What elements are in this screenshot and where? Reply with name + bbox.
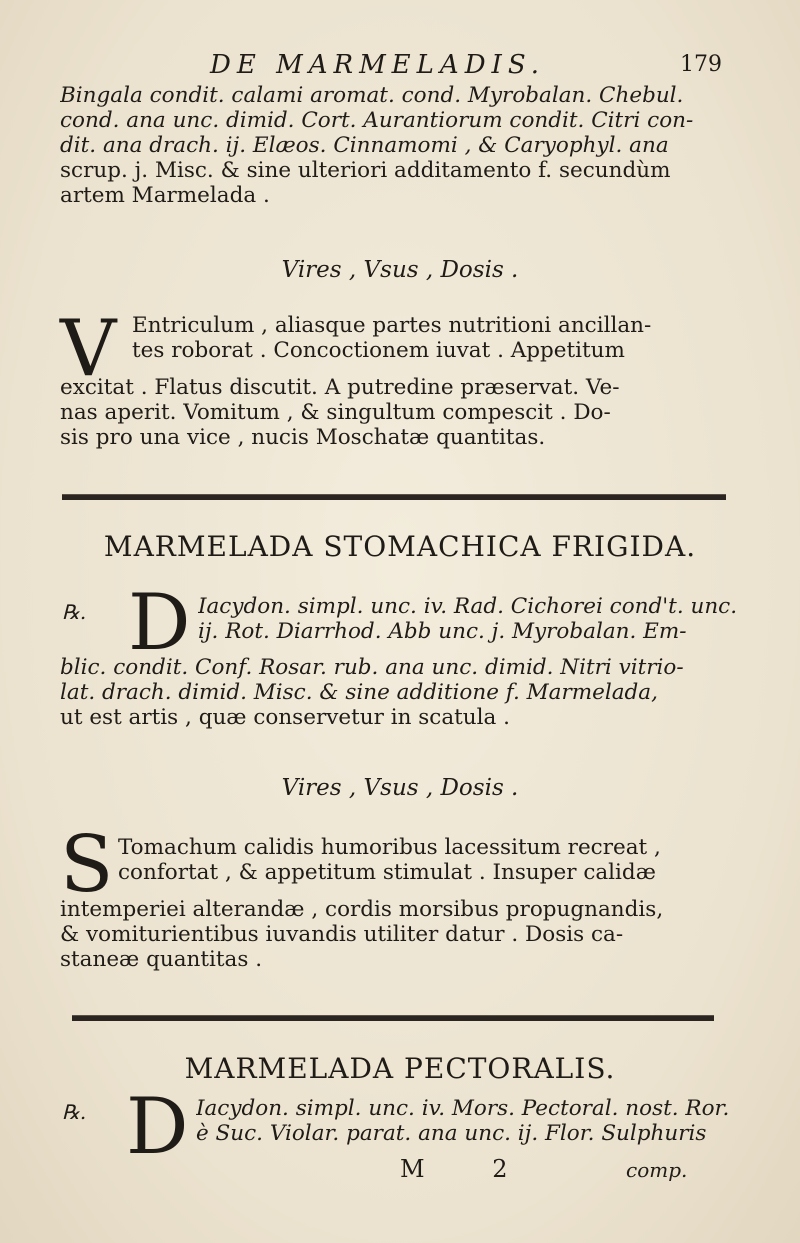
- text-line: Entriculum , aliasque partes nutritioni ancillan-: [132, 313, 652, 338]
- virtues-paragraph: [60, 375, 736, 450]
- section-subhead: Vires , Vsus , Dosis .: [281, 775, 519, 801]
- section-title: MARMELADA STOMACHICA FRIGIDA.: [103, 530, 697, 563]
- text-line: scrup. j. Misc. & sine ulteriori additamento f. secundùm: [60, 158, 671, 183]
- text-line: ij. Rot. Diarrhod. Abb unc. j. Myrobalan. Em-: [198, 619, 687, 644]
- page-number: 179: [680, 52, 722, 77]
- text-line: Iacydon. simpl. unc. iv. Mors. Pectoral. nost. Ror.: [196, 1096, 730, 1121]
- text-line: lat. drach. dimid. Misc. & sine additione f. Marmelada,: [60, 680, 658, 705]
- text-line: & vomiturientibus iuvandis utiliter datur . Dosis ca-: [60, 922, 624, 947]
- text-line: Iacydon. simpl. unc. iv. Rad. Cichorei cond't. unc.: [198, 594, 738, 619]
- virtues-paragraph-top: [118, 835, 738, 885]
- drop-cap: V: [60, 304, 117, 394]
- running-title: DE MARMELADIS.: [210, 50, 545, 80]
- text-line: Tomachum calidis humoribus lacessitum recreat ,: [118, 835, 661, 860]
- recipe-lines-top: [198, 594, 738, 644]
- virtues-paragraph: [60, 897, 736, 972]
- drop-cap: D: [128, 578, 191, 668]
- text-line: excitat . Flatus discutit. A putredine præservat. Ve-: [60, 375, 620, 400]
- text-line: Bingala condit. calami aromat. cond. Myrobalan. Chebul.: [60, 83, 684, 108]
- text-line: dit. ana drach. ij. Elæos. Cinnamomi , & Caryophyl. ana: [60, 133, 669, 158]
- section-title: MARMELADA PECTORALIS.: [184, 1052, 616, 1085]
- section-divider: [72, 1015, 714, 1021]
- section-subhead: Vires , Vsus , Dosis .: [281, 257, 519, 283]
- text-line: blic. condit. Conf. Rosar. rub. ana unc. dimid. Nitri vitrio-: [60, 655, 684, 680]
- drop-cap: D: [126, 1082, 189, 1172]
- signature-mark: M 2: [400, 1155, 508, 1183]
- recipe-lines: [60, 655, 736, 730]
- section-divider: [62, 494, 726, 500]
- text-line: ut est artis , quæ conservetur in scatula .: [60, 705, 510, 730]
- recipe-continuation: [60, 83, 736, 208]
- text-line: nas aperit. Vomitum , & singultum compescit . Do-: [60, 400, 611, 425]
- catchword: comp.: [626, 1158, 688, 1182]
- recipe-lines-top: [196, 1096, 738, 1146]
- drop-cap: S: [60, 820, 114, 910]
- text-line: confortat , & appetitum stimulat . Insuper calidæ: [118, 860, 656, 885]
- text-line: cond. ana unc. dimid. Cort. Aurantiorum condit. Citri con-: [60, 108, 694, 133]
- text-line: tes roborat . Concoctionem iuvat . Appetitum: [132, 338, 625, 363]
- recipe-symbol: ℞.: [62, 1100, 87, 1124]
- text-line: intemperiei alterandæ , cordis morsibus propugnandis,: [60, 897, 664, 922]
- text-line: è Suc. Violar. parat. ana unc. ij. Flor. Sulphuris: [196, 1121, 707, 1146]
- virtues-paragraph-top: [132, 313, 736, 363]
- text-line: staneæ quantitas .: [60, 947, 263, 972]
- text-line: sis pro una vice , nucis Moschatæ quantitas.: [60, 425, 546, 450]
- recipe-symbol: ℞.: [62, 600, 87, 624]
- text-line: artem Marmelada .: [60, 183, 270, 208]
